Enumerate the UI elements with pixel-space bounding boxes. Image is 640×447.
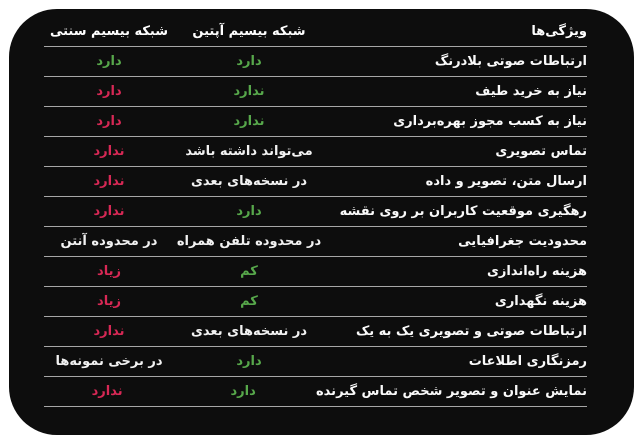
aptin-value-cell: می‌تواند داشته باشد xyxy=(185,144,313,159)
traditional-value-cell: دارد xyxy=(96,114,122,129)
aptin-value-cell: دارد xyxy=(230,384,256,399)
traditional-value-cell: ندارد xyxy=(93,204,125,219)
traditional-network-column-header: شبکه بیسیم سنتی xyxy=(49,24,169,39)
aptin-network-column-header: شبکه بیسیم آپتین xyxy=(192,24,306,39)
table-row xyxy=(44,167,587,197)
traditional-value-cell: زیاد xyxy=(97,294,121,309)
aptin-value-cell: در نسخه‌های بعدی xyxy=(190,324,308,339)
feature-cell: ارسال متن، تصویر و داده xyxy=(425,174,587,189)
feature-cell: نیاز به کسب مجوز بهره‌برداری xyxy=(393,114,587,129)
feature-cell: ارتباطات صوتی بلادرنگ xyxy=(434,54,587,69)
comparison-table-card xyxy=(9,9,634,435)
table-header-row xyxy=(44,17,587,47)
table-body xyxy=(44,47,587,407)
table-row xyxy=(44,317,587,347)
table-row xyxy=(44,107,587,137)
traditional-value-cell: ندارد xyxy=(93,324,125,339)
feature-cell: رهگیری موقعیت کاربران بر روی نقشه xyxy=(339,204,587,219)
feature-cell: ارتباطات صوتی و تصویری یک به یک xyxy=(355,324,587,339)
aptin-value-cell: دارد xyxy=(236,204,262,219)
traditional-value-cell: ندارد xyxy=(93,144,125,159)
feature-cell: هزینه راه‌اندازی xyxy=(486,264,587,279)
table-row xyxy=(44,287,587,317)
feature-cell: محدودیت جغرافیایی xyxy=(458,234,587,249)
table-row xyxy=(44,227,587,257)
traditional-value-cell: دارد xyxy=(96,84,122,99)
traditional-value-cell: ندارد xyxy=(93,174,125,189)
table-row xyxy=(44,347,587,377)
traditional-value-cell: زیاد xyxy=(97,264,121,279)
table-row xyxy=(44,257,587,287)
aptin-value-cell: در محدوده تلفن همراه xyxy=(176,234,322,249)
table-row xyxy=(44,77,587,107)
traditional-value-cell: دارد xyxy=(96,54,122,69)
feature-cell: رمزنگاری اطلاعات xyxy=(468,354,587,369)
table-row xyxy=(44,137,587,167)
aptin-value-cell: دارد xyxy=(236,354,262,369)
aptin-value-cell: دارد xyxy=(236,54,262,69)
table-row xyxy=(44,377,587,407)
feature-cell: تماس تصویری xyxy=(495,144,587,159)
feature-cell: نمایش عنوان و تصویر شخص تماس گیرنده xyxy=(316,384,587,399)
aptin-value-cell: کم xyxy=(240,294,258,309)
aptin-value-cell: ندارد xyxy=(233,84,265,99)
aptin-value-cell: کم xyxy=(240,264,258,279)
aptin-value-cell: در نسخه‌های بعدی xyxy=(190,174,308,189)
traditional-value-cell: در برخی نمونه‌ها xyxy=(55,354,163,369)
table-row xyxy=(44,197,587,227)
table-row xyxy=(44,47,587,77)
traditional-value-cell: در محدوده آنتن xyxy=(60,234,158,249)
traditional-value-cell: ندارد xyxy=(91,384,123,399)
feature-cell: نیاز به خرید طیف xyxy=(475,84,587,99)
comparison-table xyxy=(44,17,587,407)
aptin-value-cell: ندارد xyxy=(233,114,265,129)
features-column-header: ویژگی‌ها xyxy=(531,24,587,39)
feature-cell: هزینه نگهداری xyxy=(494,294,587,309)
